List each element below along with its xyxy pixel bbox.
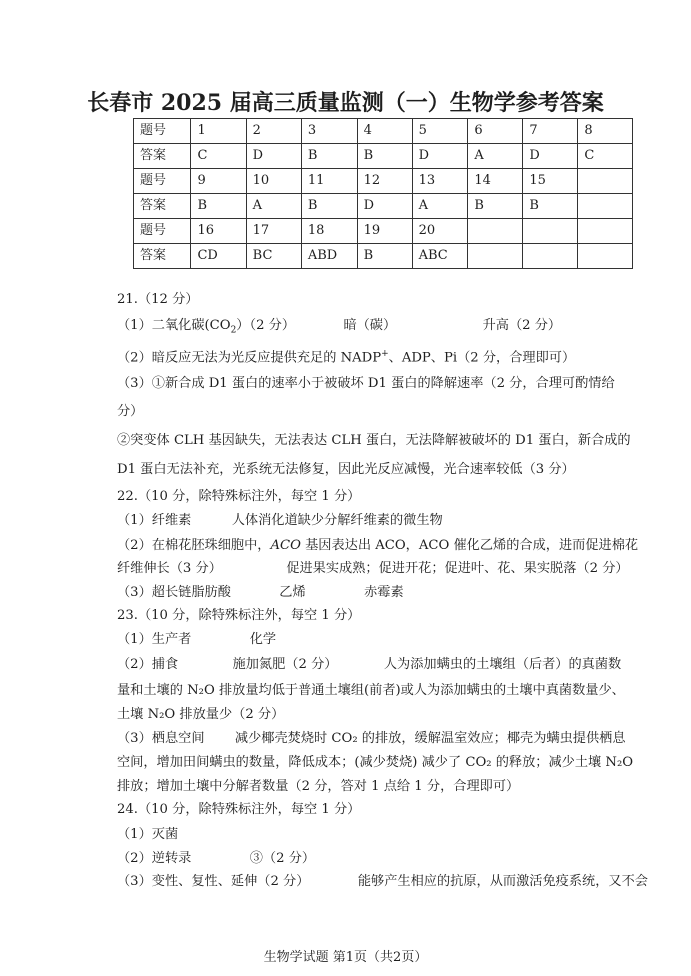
table-cell: B bbox=[191, 194, 246, 219]
q21-part1-sub: 2 bbox=[230, 325, 237, 336]
page-footer: 生物学试题 第1页（共2页） bbox=[263, 950, 428, 965]
q23-part3-line1 bbox=[117, 730, 626, 748]
table-cell bbox=[578, 169, 633, 194]
q21-part2 bbox=[117, 345, 575, 367]
table-cell: 17 bbox=[246, 219, 301, 244]
q21-part2-sup: + bbox=[381, 349, 389, 359]
q23-part2-answer-c: 人为添加螨虫的土壤组（后者）的真菌数 bbox=[383, 657, 622, 672]
q22-part3 bbox=[117, 584, 404, 602]
q23-part3-line2: 空间，增加田间螨虫的数量，降低成本；(减少焚烧) 减少了 CO₂ 的释放；减少土壤 N₂O bbox=[117, 755, 634, 770]
table-row bbox=[134, 219, 633, 244]
q23-part3-line3: 排放；增加土壤中分解者数量（2 分，答对 1 点给 1 分，合理即可） bbox=[117, 779, 520, 794]
answer-table bbox=[133, 118, 633, 269]
table-row-label: 答案 bbox=[134, 194, 191, 219]
table-cell bbox=[468, 219, 523, 244]
table-row bbox=[134, 194, 633, 219]
table-cell: A bbox=[412, 194, 468, 219]
q23-part2-line2: 量和土壤的 N₂O 排放量均低于普通土壤组(前者)或人为添加螨虫的土壤中真菌数量少、 bbox=[117, 683, 625, 698]
table-cell bbox=[578, 244, 633, 269]
table-cell: 15 bbox=[523, 169, 578, 194]
table-row-label: 题号 bbox=[134, 219, 191, 244]
table-row-label: 题号 bbox=[134, 119, 191, 144]
table-cell: D bbox=[523, 144, 578, 169]
table-cell: 6 bbox=[468, 119, 523, 144]
q24-heading: 24.（10 分，除特殊标注外，每空 1 分） bbox=[117, 802, 361, 817]
table-cell: C bbox=[191, 144, 246, 169]
table-row bbox=[134, 244, 633, 269]
table-cell: ABD bbox=[301, 244, 357, 269]
table-cell: 8 bbox=[578, 119, 633, 144]
table-cell: 1 bbox=[191, 119, 246, 144]
q22-part2-gene: ACO bbox=[270, 538, 301, 553]
q24-part2-answer-b: ③（2 分） bbox=[249, 851, 316, 866]
table-row bbox=[134, 169, 633, 194]
q23-part3-answer-b: 减少椰壳焚烧时 CO₂ 的排放，缓解温室效应；椰壳为螨虫提供栖息 bbox=[234, 731, 626, 746]
table-cell: D bbox=[246, 144, 301, 169]
table-cell: D bbox=[357, 194, 412, 219]
table-cell: B bbox=[357, 244, 412, 269]
q22-part1 bbox=[117, 512, 443, 530]
table-cell: 13 bbox=[412, 169, 468, 194]
table-cell bbox=[578, 194, 633, 219]
q21-part2-text: （2）暗反应无法为光反应提供充足的 NADP bbox=[117, 350, 382, 366]
q21-part4-line1: ②突变体 CLH 基因缺失，无法表达 CLH 蛋白，无法降解被破坏的 D1 蛋白，新合成的 bbox=[117, 433, 631, 448]
q22-part2-line2-b: 促进果实成熟；促进开花；促进叶、花、果实脱落（2 分） bbox=[286, 561, 629, 576]
q23-heading: 23.（10 分，除特殊标注外，每空 1 分） bbox=[117, 608, 361, 623]
q21-part3-line2: 分） bbox=[117, 404, 144, 419]
table-cell: 3 bbox=[301, 119, 357, 144]
q22-part1-answer-b: 人体消化道缺少分解纤维素的微生物 bbox=[231, 513, 443, 528]
table-cell: 20 bbox=[412, 219, 468, 244]
q21-part2-rest: 、ADP、Pi（2 分，合理即可） bbox=[388, 350, 576, 366]
table-cell: 9 bbox=[191, 169, 246, 194]
table-cell: B bbox=[301, 144, 357, 169]
q23-part3-answer-a: （3）栖息空间 bbox=[117, 731, 205, 746]
table-cell: 16 bbox=[191, 219, 246, 244]
table-cell: A bbox=[468, 144, 523, 169]
q23-part1 bbox=[117, 631, 276, 649]
q22-part3-answer-a: （3）超长链脂肪酸 bbox=[117, 585, 231, 600]
table-cell: CD bbox=[191, 244, 246, 269]
q24-part3 bbox=[117, 873, 648, 891]
q21-part1-answer-b: 暗（碳） bbox=[343, 318, 397, 333]
table-cell: 5 bbox=[412, 119, 468, 144]
q22-part2-line1 bbox=[117, 537, 638, 555]
table-cell: 19 bbox=[357, 219, 412, 244]
q24-part2 bbox=[117, 850, 315, 868]
q21-part1-answer-c: 升高（2 分） bbox=[482, 318, 562, 333]
q23-part2-answer-b: 施加氮肥（2 分） bbox=[232, 657, 338, 672]
q22-part2-text-a: （2）在棉花胚珠细胞中， bbox=[117, 538, 271, 553]
q24-part1: （1）灭菌 bbox=[117, 827, 179, 842]
q24-part3-answer-a: （3）变性、复性、延伸（2 分） bbox=[117, 874, 310, 889]
table-row-label: 答案 bbox=[134, 144, 191, 169]
table-row-label: 答案 bbox=[134, 244, 191, 269]
table-cell bbox=[578, 219, 633, 244]
table-cell: A bbox=[246, 194, 301, 219]
table-cell bbox=[523, 219, 578, 244]
q22-part1-answer-a: （1）纤维素 bbox=[117, 513, 192, 528]
page-title: 长春市 2025 届高三质量监测（一）生物学参考答案 bbox=[87, 90, 604, 116]
table-cell: 11 bbox=[301, 169, 357, 194]
table-cell: BC bbox=[246, 244, 301, 269]
q21-part3-line1: （3）①新合成 D1 蛋白的速率小于被破坏 D1 蛋白的降解速率（2 分，合理可酌情给 bbox=[117, 376, 615, 391]
table-cell bbox=[468, 244, 523, 269]
q23-part2-answer-a: （2）捕食 bbox=[117, 657, 179, 672]
q23-part2-line3: 土壤 N₂O 排放量少（2 分） bbox=[117, 707, 285, 722]
table-row bbox=[134, 119, 633, 144]
table-cell: D bbox=[412, 144, 468, 169]
q22-part2-line2 bbox=[117, 560, 629, 578]
q21-part1-answer-a: （1）二氧化碳(CO bbox=[117, 318, 231, 333]
table-cell: 14 bbox=[468, 169, 523, 194]
table-cell bbox=[523, 244, 578, 269]
q22-part3-answer-b: 乙烯 bbox=[279, 585, 306, 600]
q22-part2-text-b: 基因表达出 ACO，ACO 催化乙烯的合成，进而促进棉花 bbox=[300, 538, 639, 553]
table-cell: ABC bbox=[412, 244, 468, 269]
table-row-label: 题号 bbox=[134, 169, 191, 194]
q22-part3-answer-c: 赤霉素 bbox=[364, 585, 404, 600]
table-cell: B bbox=[301, 194, 357, 219]
table-cell: 10 bbox=[246, 169, 301, 194]
q21-part4-line2: D1 蛋白无法补充，光系统无法修复，因此光反应减慢，光合速率较低（3 分） bbox=[117, 462, 575, 477]
table-cell: 12 bbox=[357, 169, 412, 194]
table-cell: 7 bbox=[523, 119, 578, 144]
table-cell: B bbox=[523, 194, 578, 219]
q22-heading: 22.（10 分，除特殊标注外，每空 1 分） bbox=[117, 489, 361, 504]
table-cell: B bbox=[468, 194, 523, 219]
table-cell: B bbox=[357, 144, 412, 169]
table-cell: C bbox=[578, 144, 633, 169]
table-cell: 2 bbox=[246, 119, 301, 144]
q23-part2-line1 bbox=[117, 656, 621, 674]
q23-part1-answer-b: 化学 bbox=[249, 632, 277, 647]
q21-part1 bbox=[117, 317, 561, 340]
q21-part1-score: ）（2 分） bbox=[236, 318, 296, 333]
table-row bbox=[134, 144, 633, 169]
q21-heading: 21.（12 分） bbox=[117, 292, 199, 307]
q24-part2-answer-a: （2）逆转录 bbox=[117, 851, 192, 866]
q24-part3-answer-b: 能够产生相应的抗原，从而激活免疫系统，又不会 bbox=[357, 874, 648, 889]
q22-part2-line2-a: 纤维伸长（3 分） bbox=[117, 561, 222, 576]
table-cell: 4 bbox=[357, 119, 412, 144]
q23-part1-answer-a: （1）生产者 bbox=[117, 632, 192, 647]
table-cell: 18 bbox=[301, 219, 357, 244]
